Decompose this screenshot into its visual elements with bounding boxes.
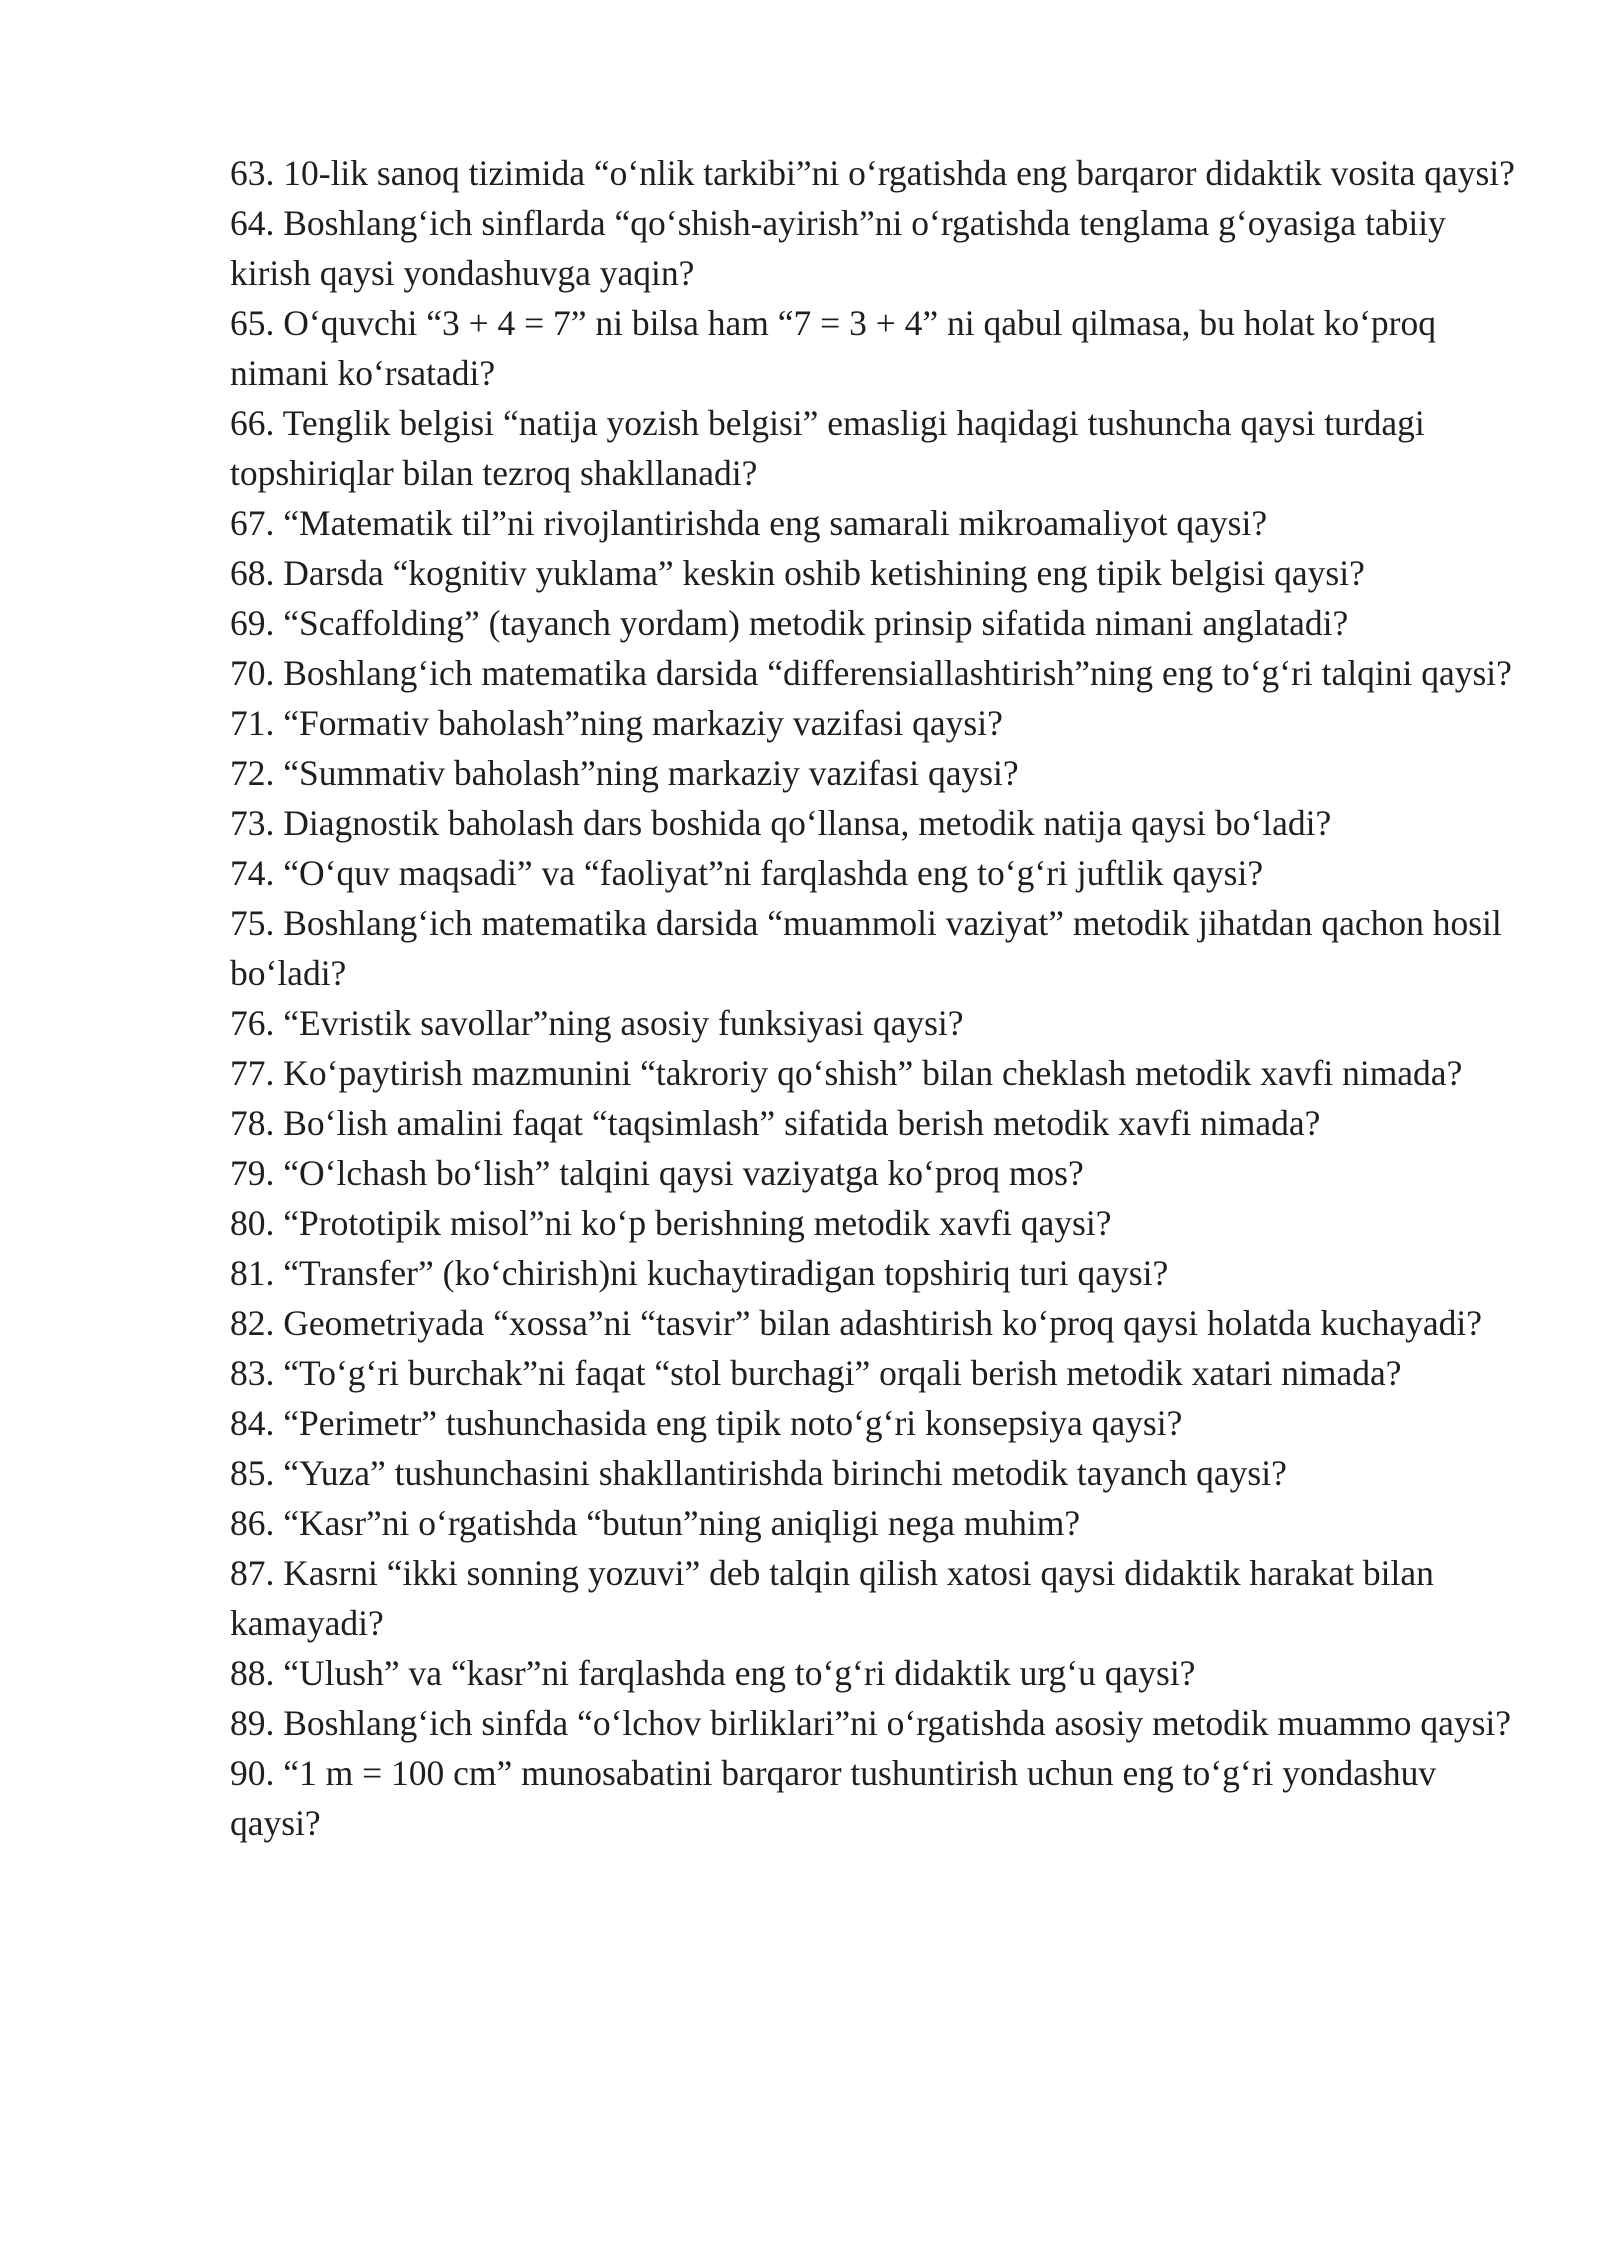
question-text: Boshlang‘ich sinflarda “qo‘shish-ayirish”ni o‘rgatishda tenglama g‘oyasiga tabiiy kirish qaysi yondashuvga yaqin? — [230, 203, 1446, 293]
question-number: 84. — [230, 1403, 275, 1443]
question-text: “Summativ baholash”ning markaziy vazifasi qaysi? — [283, 753, 1019, 793]
question-text: “Evristik savollar”ning asosiy funksiyasi qaysi? — [283, 1003, 964, 1043]
question-number: 81. — [230, 1253, 275, 1293]
question-number: 79. — [230, 1153, 275, 1193]
question-text: “Kasr”ni o‘rgatishda “butun”ning aniqligi nega muhim? — [283, 1503, 1081, 1543]
question-item — [230, 298, 1522, 398]
question-number: 89. — [230, 1703, 275, 1743]
question-number: 65. — [230, 303, 275, 343]
question-number: 69. — [230, 603, 275, 643]
question-item — [230, 598, 1522, 648]
question-item — [230, 748, 1522, 798]
question-number: 77. — [230, 1053, 275, 1093]
question-text: 10-lik sanoq tizimida “o‘nlik tarkibi”ni o‘rgatishda eng barqaror didaktik vosita qaysi? — [283, 153, 1515, 193]
question-item — [230, 1398, 1522, 1448]
question-number: 64. — [230, 203, 275, 243]
question-item — [230, 1698, 1522, 1748]
question-item — [230, 698, 1522, 748]
question-item — [230, 998, 1522, 1048]
question-item — [230, 1648, 1522, 1698]
question-text: Diagnostik baholash dars boshida qo‘llansa, metodik natija qaysi bo‘ladi? — [283, 803, 1332, 843]
question-number: 63. — [230, 153, 275, 193]
question-item — [230, 498, 1522, 548]
question-item — [230, 1198, 1522, 1248]
question-number: 66. — [230, 403, 275, 443]
question-text: “O‘lchash bo‘lish” talqini qaysi vaziyatga ko‘proq mos? — [283, 1153, 1084, 1193]
question-text: “Transfer” (ko‘chirish)ni kuchaytiradigan topshiriq turi qaysi? — [283, 1253, 1169, 1293]
question-text: “Yuza” tushunchasini shakllantirishda birinchi metodik tayanch qaysi? — [283, 1453, 1287, 1493]
question-number: 71. — [230, 703, 275, 743]
question-text: Ko‘paytirish mazmunini “takroriy qo‘shish” bilan cheklash metodik xavfi nimada? — [283, 1053, 1463, 1093]
question-item — [230, 148, 1522, 198]
question-number: 76. — [230, 1003, 275, 1043]
question-number: 68. — [230, 553, 275, 593]
question-item — [230, 1298, 1522, 1348]
question-text: “Matematik til”ni rivojlantirishda eng samarali mikroamaliyot qaysi? — [283, 503, 1268, 543]
question-item — [230, 848, 1522, 898]
question-item — [230, 798, 1522, 848]
question-text: “O‘quv maqsadi” va “faoliyat”ni farqlashda eng to‘g‘ri juftlik qaysi? — [283, 853, 1264, 893]
question-item — [230, 1148, 1522, 1198]
question-text: Kasrni “ikki sonning yozuvi” deb talqin qilish xatosi qaysi didaktik harakat bilan kamayadi? — [230, 1553, 1434, 1643]
question-item — [230, 1348, 1522, 1398]
question-text: Boshlang‘ich matematika darsida “muammoli vaziyat” metodik jihatdan qachon hosil bo‘ladi? — [230, 903, 1502, 993]
question-number: 67. — [230, 503, 275, 543]
question-text: Tenglik belgisi “natija yozish belgisi” emasligi haqidagi tushuncha qaysi turdagi topshiriqlar bilan tezroq shakllanadi? — [230, 403, 1425, 493]
question-number: 72. — [230, 753, 275, 793]
question-number: 75. — [230, 903, 275, 943]
question-item — [230, 1248, 1522, 1298]
question-number: 80. — [230, 1203, 275, 1243]
question-number: 83. — [230, 1353, 275, 1393]
question-item — [230, 398, 1522, 498]
question-number: 87. — [230, 1553, 275, 1593]
question-text: “Perimetr” tushunchasida eng tipik noto‘g‘ri konsepsiya qaysi? — [283, 1403, 1183, 1443]
question-item — [230, 1748, 1522, 1848]
question-number: 86. — [230, 1503, 275, 1543]
question-text: “Scaffolding” (tayanch yordam) metodik prinsip sifatida nimani anglatadi? — [283, 603, 1349, 643]
question-text: Boshlang‘ich matematika darsida “differensiallashtirish”ning eng to‘g‘ri talqini qaysi? — [283, 653, 1512, 693]
question-text: “Formativ baholash”ning markaziy vazifasi qaysi? — [283, 703, 1003, 743]
question-item — [230, 1548, 1522, 1648]
question-item — [230, 1498, 1522, 1548]
question-text: Darsda “kognitiv yuklama” keskin oshib ketishining eng tipik belgisi qaysi? — [283, 553, 1365, 593]
question-item — [230, 1448, 1522, 1498]
question-text: “1 m = 100 cm” munosabatini barqaror tushuntirish uchun eng to‘g‘ri yondashuv qaysi? — [230, 1753, 1437, 1843]
question-text: Geometriyada “xossa”ni “tasvir” bilan adashtirish ko‘proq qaysi holatda kuchayadi? — [283, 1303, 1482, 1343]
question-item — [230, 898, 1522, 998]
question-number: 85. — [230, 1453, 275, 1493]
question-list — [230, 148, 1530, 1848]
question-number: 70. — [230, 653, 275, 693]
question-item — [230, 1098, 1522, 1148]
question-text: Boshlang‘ich sinfda “o‘lchov birliklari”ni o‘rgatishda asosiy metodik muammo qaysi? — [283, 1703, 1512, 1743]
question-number: 90. — [230, 1753, 275, 1793]
question-text: “Prototipik misol”ni ko‘p berishning metodik xavfi qaysi? — [283, 1203, 1112, 1243]
question-item — [230, 1048, 1522, 1098]
question-text: O‘quvchi “3 + 4 = 7” ni bilsa ham “7 = 3 + 4” ni qabul qilmasa, bu holat ko‘proq nimani ko‘rsatadi? — [230, 303, 1436, 393]
question-number: 88. — [230, 1653, 275, 1693]
question-number: 78. — [230, 1103, 275, 1143]
question-text: Bo‘lish amalini faqat “taqsimlash” sifatida berish metodik xavfi nimada? — [283, 1103, 1321, 1143]
question-item — [230, 198, 1522, 298]
question-text: “To‘g‘ri burchak”ni faqat “stol burchagi” orqali berish metodik xatari nimada? — [283, 1353, 1402, 1393]
question-text: “Ulush” va “kasr”ni farqlashda eng to‘g‘ri didaktik urg‘u qaysi? — [283, 1653, 1196, 1693]
question-number: 82. — [230, 1303, 275, 1343]
question-item — [230, 548, 1522, 598]
question-number: 74. — [230, 853, 275, 893]
question-item — [230, 648, 1522, 698]
question-number: 73. — [230, 803, 275, 843]
